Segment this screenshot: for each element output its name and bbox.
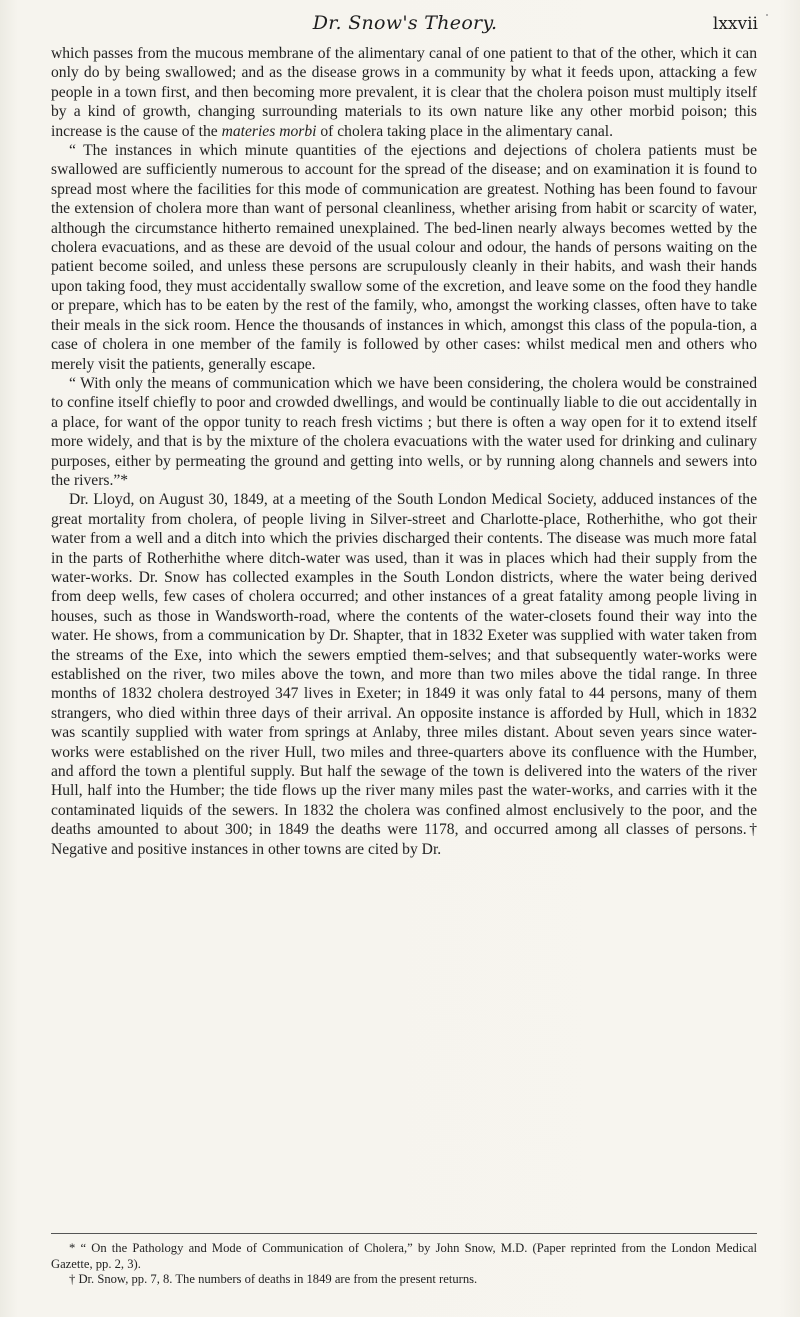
running-head [50,4,760,44]
paragraph [51,44,757,141]
footnote: † Dr. Snow, pp. 7, 8. The numbers of deaths in 1849 are from the present returns. [69,1272,478,1286]
footnotes [51,1241,757,1288]
text-run: Dr. Lloyd, on August 30, 1849, at a meeting of the South London Medical Society, adduced instances of the great mortality from cholera, of people living in Silver-street and Charlotte-place, Rotherhithe, who got their water from a well and a ditch into which the privies discharged their contents. The disease was much more fatal in the parts of Rotherhithe where ditch-water was used, than it was in places which had their supply from the water-works. Dr. Snow has collected examples in the South London districts, where the water being derived from deep wells, few cases of cholera occurred; and other instances of a great fatality among people living in houses, such as those in Wandsworth-road, where the contents of the water-closets found their way into the water. He shows, from a communication by Dr. Shapter, that in 1832 Exeter was supplied with water taken from the streams of the Exe, into which the sewers emptied them-selves; and that subsequently water-works were established on the river, two miles above the town, and more than two miles above the tidal range. In three months of 1832 cholera destroyed 347 lives in Exeter; in 1849 it was only fatal to 44 persons, many of them strangers, who died within three days of their arrival. An opposite instance is afforded by Hull, which in 1832 was scantily supplied with water from springs at Anlaby, three miles distant. About seven years since water-works were established on the river Hull, two miles and three-quarters above its confluence with the Humber, and afford the town a plentiful supply. But half the sewage of the town is delivered into the waters of the river Hull, half into the Humber; the tide flows up the river many miles past the water-works, and carries with it the contaminated liquids of the sewers. In 1832 the cholera was confined almost enclusively to the poor, and the deaths amounted to about 300; in 1849 the deaths were 1178, and occurred among all classes of persons.† Negative and positive instances in other towns are cited by Dr. [51,491,757,858]
footnote-rule [51,1233,757,1234]
running-title: Dr. Snow's Theory. [312,12,498,34]
footnote: * “ On the Pathology and Mode of Communication of Cholera,” by John Snow, M.D. (Paper reprinted from the London Medical Gazette, pp. 2, 3). [51,1241,757,1271]
text-run: which passes from the mucous membrane of the alimentary canal of one patient to that of the other, which it can only do by being swallowed; and as the disease grows in a community by what it feeds upon, attacking a few people in a town first, and then becoming more prevalent, it is clear that the cholera poison must multiply itself by a kind of growth, changing surrounding materials to its own nature like any other morbid poison; this increase is the cause of the [51,45,757,140]
page-number: lxxvii [712,14,758,34]
body-text [51,44,757,859]
paragraph [51,374,757,490]
italic-phrase: materies morbi [221,122,317,140]
paragraph [51,490,757,859]
scan-speck [766,14,768,16]
text-run: of cholera taking place in the alimentary canal. [316,122,614,140]
text-run: “ The instances in which minute quantities of the ejections and dejections of cholera patients must be swallowed are sufficiently numerous to account for the spread of the disease; and on examination it is found to spread most where the facilities for this mode of communication are greatest. Nothing has been found to favour the extension of cholera more than want of personal cleanliness, whether arising from habit or scarcity of water, although the circumstance hitherto remained unexplained. The bed-linen nearly always becomes wetted by the cholera evacuations, and as these are devoid of the usual colour and odour, the hands of persons waiting on the patient become soiled, and unless these persons are scrupulously cleanly in their habits, and wash their hands upon taking food, they must accidentally swallow some of the excretion, and leave some on the food they handle or prepare, which has to be eaten by the rest of the family, who, amongst the working classes, often have to take their meals in the sick room. Hence the thousands of instances in which, amongst this class of the popula-tion, a case of cholera in one member of the family is followed by other cases: whilst medical men and others who merely visit the patients, generally escape. [51,142,757,373]
paragraph [51,141,757,374]
text-run: “ With only the means of communication which we have been considering, the cholera would be constrained to confine itself chiefly to poor and crowded dwellings, and would be continually liable to die out accidentally in a place, for want of the oppor tunity to reach fresh victims ; but there is often a way open for it to extend itself more widely, and that is by the mixture of the cholera evacuations with the water used for drinking and culinary purposes, either by permeating the ground and getting into wells, or by running along channels and sewers into the rivers.”* [51,374,757,489]
